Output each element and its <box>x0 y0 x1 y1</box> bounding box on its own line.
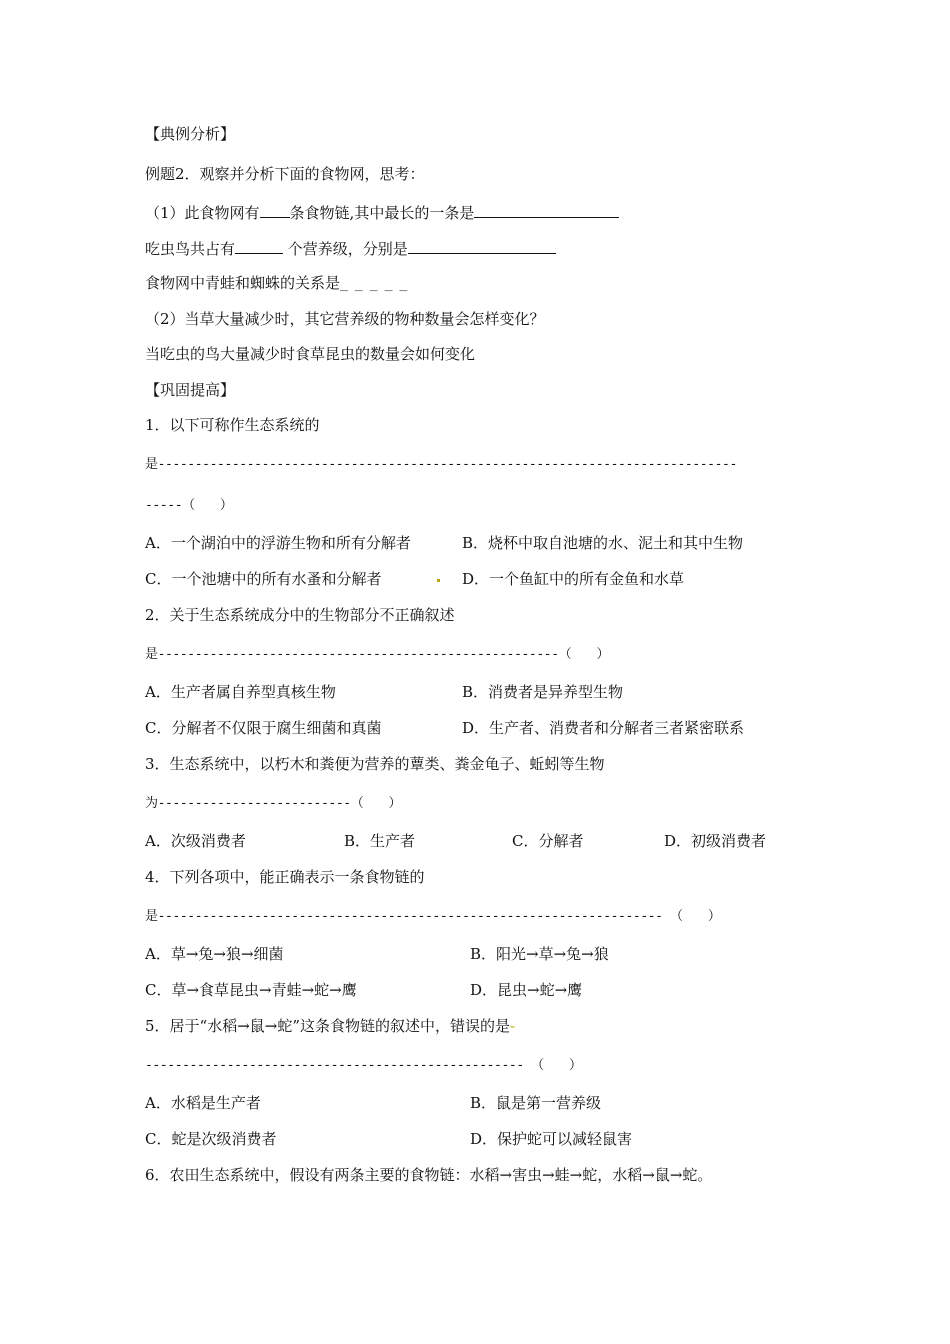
question-2-line-2: 当吃虫的鸟大量减少时食草昆虫的数量会如何变化 <box>145 345 476 363</box>
question-dash-line: 是-------------------------------------------------------------------- （ ） <box>145 909 721 924</box>
section-heading-consolidation: 【巩固提高】 <box>145 381 236 399</box>
option-d: D．初级消费者 <box>664 832 767 850</box>
question-stem: 2．关于生态系统成分中的生物部分不正确叙述 <box>145 606 455 624</box>
option-d: D．保护蛇可以减轻鼠害 <box>470 1130 633 1148</box>
q1-line3-blank: _ _ _ _ _ <box>340 277 407 292</box>
example-title: 例题2．观察并分析下面的食物网，思考： <box>145 165 425 183</box>
question-stem <box>145 1016 515 1036</box>
question-stem: 3．生态系统中，以朽木和粪便为营养的蕈类、粪金龟子、蚯蚓等生物 <box>145 755 605 773</box>
option-a: A．次级消费者 <box>145 832 246 850</box>
option-c: C．分解者 <box>512 832 584 850</box>
option-c: C．一个池塘中的所有水蚤和分解者 <box>145 570 382 588</box>
question-stem: 4．下列各项中，能正确表示一条食物链的 <box>145 868 425 886</box>
question-stem-text: 5．居于“水稻→鼠→蛇”这条食物链的叙述中，错误的是 <box>145 1017 511 1035</box>
question-dash-line: 是------------------------------------------------------------------------------ <box>145 457 737 472</box>
answer-blank <box>260 202 290 218</box>
question-stem: 6．农田生态系统中，假设有两条主要的食物链：水稻→害虫→蛙→蛇，水稻→鼠→蛇。 <box>145 1166 713 1184</box>
section-heading-typical-analysis: 【典例分析】 <box>145 125 236 143</box>
stray-mark <box>437 579 440 582</box>
answer-blank <box>235 238 283 254</box>
question-dash-line: --------------------------------------------------- （ ） <box>145 1058 582 1073</box>
option-c: C．蛇是次级消费者 <box>145 1130 277 1148</box>
option-d: D．生产者、消费者和分解者三者紧密联系 <box>462 719 745 737</box>
question-1-line <box>145 202 619 223</box>
option-b: B．消费者是异养型生物 <box>462 683 624 701</box>
option-b: B．生产者 <box>344 832 416 850</box>
q1-text-b: 条食物链,其中最长的一条是 <box>289 204 475 222</box>
option-d: D．昆虫→蛇→鹰 <box>470 981 583 999</box>
question-2: （2）当草大量减少时，其它营养级的物种数量会怎样变化？ <box>145 310 545 328</box>
option-d: D．一个鱼缸中的所有金鱼和水草 <box>462 570 685 588</box>
option-a: A．草→兔→狼→细菌 <box>145 945 284 963</box>
option-a: A．生产者属自养型真核生物 <box>145 683 336 701</box>
question-dash-line: 为--------------------------（ ） <box>145 796 402 811</box>
answer-blank <box>408 238 556 254</box>
question-1-line-3 <box>145 273 407 295</box>
q1-line2-text-b: 个营养级，分别是 <box>283 240 408 258</box>
question-dash-line: 是------------------------------------------------------（ ） <box>145 647 610 662</box>
option-b: B．烧杯中取自池塘的水、泥土和其中生物 <box>462 534 744 552</box>
q1-line3-text: 食物网中青蛙和蜘蛛的关系是 <box>145 274 341 292</box>
option-b: B．阳光→草→兔→狼 <box>470 945 609 963</box>
question-dash-line: -----（ ） <box>145 498 233 513</box>
question-stem-tail: - <box>510 1017 516 1035</box>
option-b: B．鼠是第一营养级 <box>470 1094 602 1112</box>
option-c: C．草→食草昆虫→青蛙→蛇→鹰 <box>145 981 357 999</box>
option-a: A．水稻是生产者 <box>145 1094 261 1112</box>
question-1-line-2 <box>145 238 556 259</box>
q1-line2-text-a: 吃虫鸟共占有 <box>145 240 236 258</box>
q1-text-a: （1）此食物网有 <box>145 204 260 222</box>
answer-blank <box>474 202 619 218</box>
question-stem: 1．以下可称作生态系统的 <box>145 416 320 434</box>
option-c: C．分解者不仅限于腐生细菌和真菌 <box>145 719 382 737</box>
option-a: A．一个湖泊中的浮游生物和所有分解者 <box>145 534 411 552</box>
